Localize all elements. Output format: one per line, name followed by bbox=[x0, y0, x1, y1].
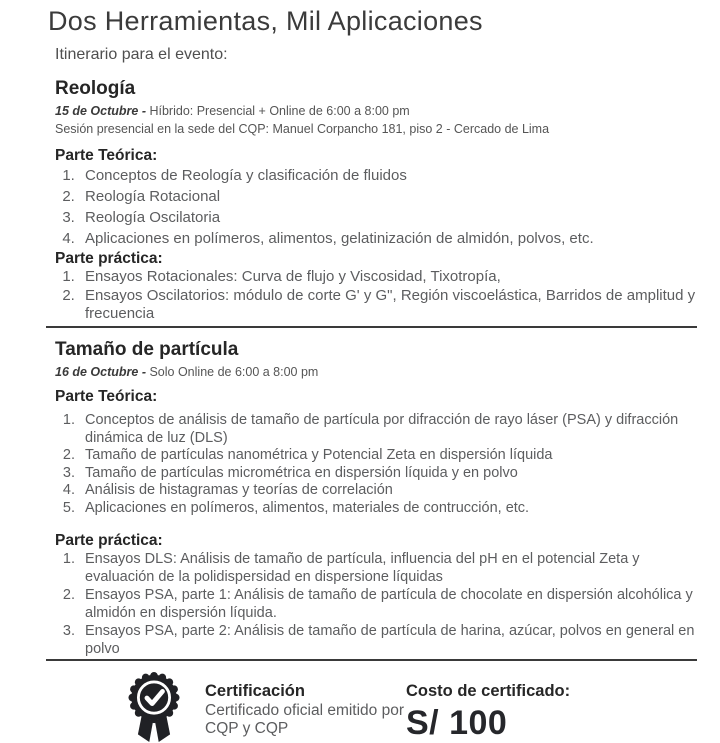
cost-value: S/ 100 bbox=[406, 704, 508, 742]
certification-block bbox=[205, 682, 405, 737]
page-title: Dos Herramientas, Mil Aplicaciones bbox=[48, 6, 483, 36]
certificate-cost-block bbox=[406, 682, 706, 743]
session-mode: Solo Online de 6:00 a 8:00 pm bbox=[146, 365, 319, 379]
section-heading: Tamaño de partícula bbox=[55, 339, 239, 360]
list-item: 1. Conceptos de Reología y clasificación de fluidos bbox=[79, 165, 700, 186]
certification-text: Certificado oficial emitido por bbox=[205, 702, 405, 719]
list-item: 3. Tamaño de partículas micrométrica en dispersión líquida y en polvo bbox=[79, 465, 700, 483]
practice-list bbox=[55, 268, 700, 324]
itinerary-subtitle: Itinerario para el evento: bbox=[55, 46, 228, 63]
certification-title: Certificación bbox=[205, 682, 305, 700]
session-venue: Sesión presencial en la sede del CQP: Manuel Corpancho 181, piso 2 - Cercado de Lima bbox=[55, 122, 550, 136]
theory-list bbox=[55, 165, 700, 249]
section-divider bbox=[46, 326, 697, 328]
certification-issuer: CQP y CQP bbox=[205, 720, 289, 737]
certification-seal-icon bbox=[127, 672, 181, 742]
theory-list bbox=[55, 412, 700, 517]
list-item: 2. Ensayos Oscilatorios: módulo de corte G' y G", Región viscoelástica, Barridos de amplitud y frecuencia bbox=[79, 287, 700, 324]
list-item: 1. Ensayos DLS: Análisis de tamaño de partícula, influencia del pH en el potencial Zeta y evaluación de la polidispersidad en dispersione líquidas bbox=[79, 550, 700, 586]
practice-label: Parte práctica: bbox=[55, 250, 163, 267]
list-item: 2. Reología Rotacional bbox=[79, 186, 700, 207]
list-item: 2. Ensayos PSA, parte 1: Análisis de tamaño de partícula de chocolate en dispersión alcohólica y almidón en dispersión líquida. bbox=[79, 586, 700, 622]
section-heading: Reología bbox=[55, 78, 136, 99]
section-reologia bbox=[55, 78, 700, 324]
session-mode: Híbrido: Presencial + Online de 6:00 a 8:00 pm bbox=[146, 104, 410, 118]
session-date: 15 de Octubre - bbox=[55, 104, 146, 118]
theory-label: Parte Teórica: bbox=[55, 147, 158, 164]
practice-list bbox=[55, 550, 700, 658]
practice-label: Parte práctica: bbox=[55, 532, 163, 549]
list-item: 1. Ensayos Rotacionales: Curva de flujo y Viscosidad, Tixotropía, bbox=[79, 268, 700, 287]
theory-label: Parte Teórica: bbox=[55, 388, 158, 405]
section-divider bbox=[46, 659, 697, 661]
list-item: 5. Aplicaciones en polímeros, alimentos, materiales de contrucción, etc. bbox=[79, 500, 700, 518]
cost-label: Costo de certificado: bbox=[406, 682, 571, 700]
list-item: 3. Ensayos PSA, parte 2: Análisis de tamaño de partícula de harina, azúcar, polvos en general en polvo bbox=[79, 622, 700, 658]
list-item: 1. Conceptos de análisis de tamaño de partícula por difracción de rayo láser (PSA) y difracción dinámica de luz (DLS) bbox=[79, 412, 700, 447]
list-item: 4. Aplicaciones en polímeros, alimentos, gelatinización de almidón, polvos, etc. bbox=[79, 228, 700, 249]
section-tamano-particula bbox=[55, 339, 700, 658]
list-item: 2. Tamaño de partículas nanométrica y Potencial Zeta en dispersión líquida bbox=[79, 447, 700, 465]
session-date: 16 de Octubre - bbox=[55, 365, 146, 379]
list-item: 3. Reología Oscilatoria bbox=[79, 207, 700, 228]
session-date-line bbox=[55, 365, 700, 380]
session-date-line bbox=[55, 104, 700, 119]
list-item: 4. Análisis de histagramas y teorías de correlación bbox=[79, 482, 700, 500]
